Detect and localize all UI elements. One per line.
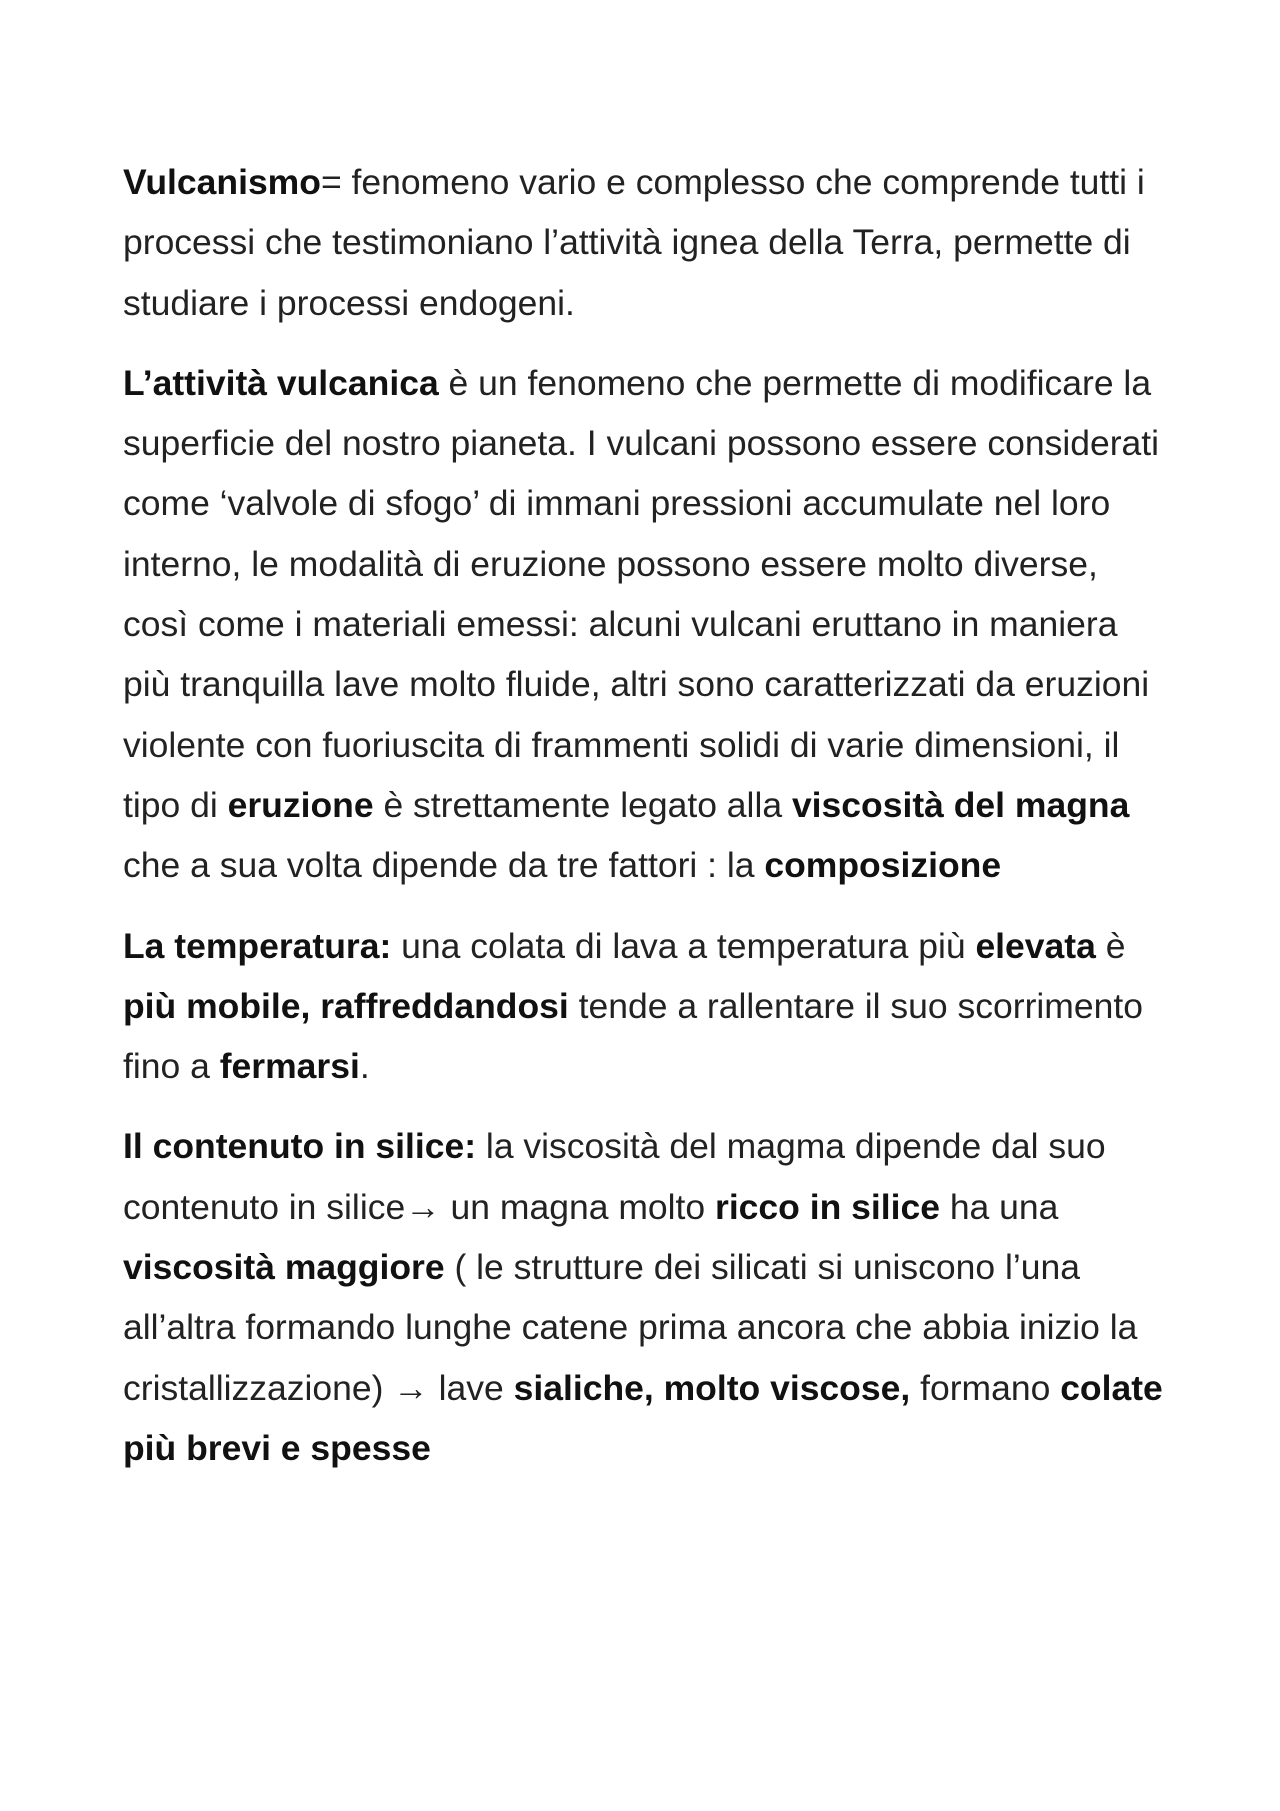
text-span: una colata di lava a temperatura più [391, 925, 976, 966]
text-span: è un fenomeno che permette di modificare la superficie del nostro pianeta. I vulcani possono essere considerati come ‘valvole di sfogo’ di immani pressioni accumulate nel loro interno, le modalità di eruzione possono essere molto diverse, così come i materiali emessi: alcuni vulcani eruttano in maniera più tranquilla lave molto fluide, altri sono caratterizzati da eruzioni violente con fuoriuscita di frammenti solidi di varie dimensioni, il tipo di [123, 362, 1160, 825]
term-contenuto-silice: Il contenuto in silice: [123, 1126, 477, 1167]
term-temperatura: La temperatura: [123, 925, 392, 966]
term-viscosita-magna: viscosità del magna [791, 784, 1130, 825]
text-span: che a sua volta dipende da tre fattori : la [123, 845, 765, 886]
term-viscosita-maggiore: viscosità maggiore [123, 1247, 445, 1288]
text-span: . [359, 1046, 370, 1087]
term-vulcanismo: Vulcanismo [123, 162, 321, 202]
paragraph-contenuto-silice [123, 1116, 1163, 1478]
term-attivita-vulcanica: L’attività vulcanica [123, 362, 439, 403]
term-elevata: elevata [975, 925, 1096, 966]
text-span: la viscosità del magma dipende dal suo contenuto in silice→ un magna molto [123, 1126, 1106, 1227]
term-colate-brevi: colate più brevi e spesse [123, 1367, 1163, 1468]
paragraph-vulcanismo [123, 152, 1163, 333]
term-eruzione: eruzione [227, 784, 374, 825]
text-span: è [1095, 925, 1126, 966]
term-sialiche: sialiche, molto viscose, [513, 1367, 911, 1408]
text-span: è strettamente legato alla [373, 784, 792, 825]
text-span: tende a rallentare il suo scorrimento fino a [123, 985, 1143, 1087]
term-composizione: composizione [764, 845, 1002, 886]
text-span: = fenomeno vario e complesso che comprende tutti i processi che testimoniano l’attività ignea della Terra, permette di studiare i processi endogeni. [123, 162, 1145, 323]
term-fermarsi: fermarsi [219, 1046, 360, 1087]
term-piu-mobile: più mobile, raffreddandosi [123, 985, 569, 1026]
text-span: ( le strutture dei silicati si uniscono l’una all’altra formando lunghe catene prima ancora che abbia inizio la cristallizzazione) → lave [123, 1247, 1138, 1408]
term-ricco-silice: ricco in silice [715, 1186, 940, 1227]
text-span: ha una [939, 1186, 1059, 1227]
text-span: formano [910, 1367, 1061, 1408]
paragraph-temperatura [123, 916, 1163, 1097]
paragraph-attivita-vulcanica [123, 353, 1163, 896]
document-page [123, 152, 1163, 1498]
